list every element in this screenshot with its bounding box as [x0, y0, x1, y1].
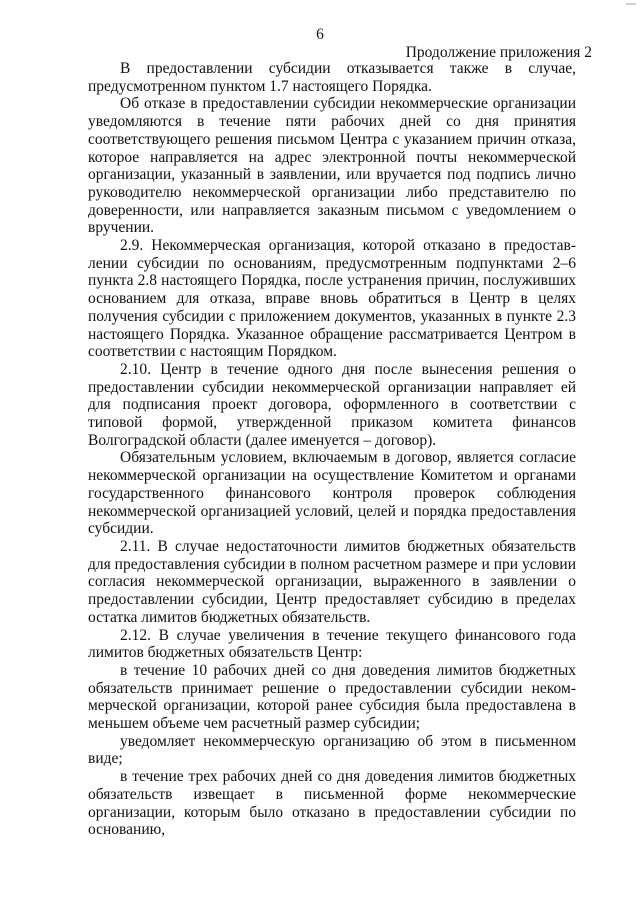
paragraph-refusal-notification: Об отказе в предоставлении субсидии некоммерческие организации уведомляются в течение пяти рабочих дней со дня принятия соответствующего решения письмом Центра с указанием причин отказа, которое направляется на адрес электронной почты некоммерческой организации, указанный в заявлении, или вручается под подпись лично руководителю некоммерческой организации либо представителю по доверенности, или направляется заказным письмом с уведомлением о вручении. — [88, 95, 576, 237]
paragraph-clause-2-9: 2.9. Некоммерческая организация, которой отказано в предоставлении субсидии по основаниям, предусмотренным подпунктами 2–6 пункта 2.8 настоящего Порядка, после устранения причин, послуживших основанием для отказа, вправе вновь обратиться в Центр в целях получения субсидии с приложением документов, указанных в пункте 2.3 настоящего Порядка. Указанное обращение рассматривается Центром в соответствии с настоящим Порядком. — [88, 237, 576, 361]
paragraph-refusal-case: В предоставлении субсидии отказывается также в случае, предусмотренном пунктом 1.7 настоящего Порядка. — [88, 60, 576, 95]
paragraph-mandatory-condition: Обязательным условием, включаемым в договор, является согласие некоммерческой организации на осуществление Комитетом и органами государственного финансового контроля проверок соблюдения некоммерческой организацией условий, целей и порядка предоставления субсидии. — [88, 449, 576, 538]
paragraph-clause-2-12-item-2: уведомляет некоммерческую организацию об этом в письменном виде; — [88, 732, 576, 768]
paragraph-clause-2-11: 2.11. В случае недостаточности лимитов бюджетных обязательств для предоставления субсидии в полном расчетном размере и при условии согласия некоммерческой организации, выраженного в заявлении о предоставлении субсидии, Центр предоставляет субсидию в пределах остатка лимитов бюджетных обязательств. — [88, 537, 576, 626]
page-number: 6 — [316, 26, 324, 43]
paragraph-clause-2-12-item-3: в течение трех рабочих дней со дня доведения лимитов бюджетных обязательств извещает в письменной форме некоммерческие организации, которым было отказано в предоставлении субсидии по основанию, — [88, 768, 576, 839]
paragraph-clause-2-10: 2.10. Центр в течение одного дня после вынесения решения о предоставлении субсидии некоммерческой организации направляет ей для подписания проект договора, оформленного в соответствии с типовой формой, утвержденной приказом комитета финансов Волгоградской области (далее именуется – договор). — [88, 360, 576, 449]
scan-artifact — [626, 3, 636, 5]
paragraph-clause-2-12: 2.12. В случае увеличения в течение текущего финансового года лимитов бюджетных обязательств Центр: — [88, 626, 576, 662]
paragraph-clause-2-12-item-1: в течение 10 рабочих дней со дня доведения лимитов бюджетных обязательств принимает решение о предоставлении субсидии некоммерческой организации, которой ранее субсидия была предоставлена в меньшем объеме чем расчетный размер субсидии; — [88, 661, 576, 733]
document-body — [88, 60, 576, 839]
running-header: Продолжение приложения 2 — [405, 44, 592, 61]
